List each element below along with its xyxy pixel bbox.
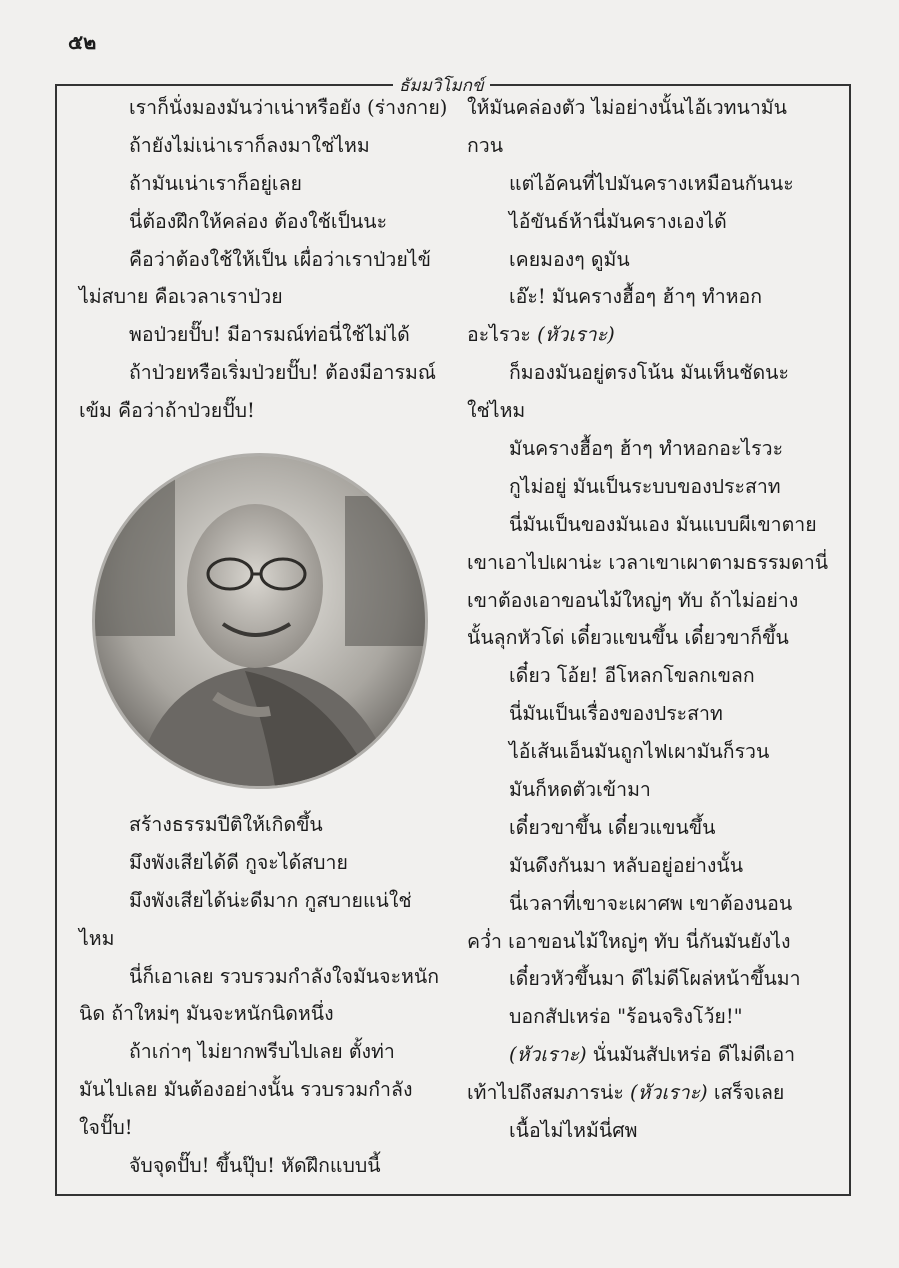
text-line — [79, 165, 441, 203]
text-line — [467, 885, 832, 923]
line-italic-text: (หัวเราะ) — [537, 323, 615, 347]
line-text: นี่มันเป็นของมันเอง มันแบบผีเขาตาย — [509, 512, 817, 536]
line-text: ถ้าป่วยหรือเริ่มป่วยปั๊บ! ต้องมีอารมณ์ — [129, 361, 436, 385]
text-line — [79, 844, 441, 882]
line-text: เข้ม คือว่าถ้าป่วยปั๊บ! — [79, 399, 255, 423]
text-line — [467, 923, 832, 961]
text-line — [467, 430, 832, 468]
text-line — [79, 995, 441, 1033]
text-line — [79, 1033, 441, 1071]
text-line — [79, 920, 441, 958]
line-text: บอกสัปเหร่อ "ร้อนจริงโว้ย!" — [509, 1005, 743, 1029]
text-line — [79, 203, 441, 241]
text-line — [467, 89, 832, 127]
line-text: ถ้ายังไม่เน่าเราก็ลงมาใช่ไหม — [129, 133, 370, 157]
text-line — [467, 203, 832, 241]
line-text: ถ้าเก่าๆ ไม่ยากพรีบไปเลย ตั้งท่า — [129, 1040, 395, 1064]
line-text: จับจุดปั๊บ! ขึ้นปุ๊บ! หัดฝึกแบบนี้ — [129, 1154, 381, 1178]
line-text: เดี๋ยว โอ้ย! อีโหลกโขลกเขลก — [509, 664, 755, 688]
line-text: นี่มันเป็นเรื่องของประสาท — [509, 702, 723, 726]
line-text: คว่ำ เอาขอนไม้ใหญ่ๆ ทับ นี่กันมันยังไง — [467, 929, 791, 953]
text-line — [467, 619, 832, 657]
text-line — [467, 1074, 832, 1112]
text-line — [467, 998, 832, 1036]
line-text: เดี๋ยวขาขึ้น เดี๋ยวแขนขึ้น — [509, 815, 716, 839]
line-text: มันไปเลย มันต้องอย่างนั้น รวบรวมกำลัง — [79, 1078, 413, 1102]
text-line — [79, 1147, 441, 1185]
text-line — [467, 468, 832, 506]
page-frame — [55, 76, 851, 1196]
line-text-after: นั่นมันสัปเหร่อ ดีไม่ดีเอา — [586, 1043, 796, 1067]
line-text: มันก็หดตัวเข้ามา — [509, 778, 651, 802]
text-line — [79, 316, 441, 354]
text-line — [467, 771, 832, 809]
line-text: กวน — [467, 133, 504, 157]
text-line — [467, 392, 832, 430]
line-text-after: เสร็จเลย — [707, 1081, 785, 1105]
line-text: ใจปั๊บ! — [79, 1116, 133, 1140]
text-line — [467, 695, 832, 733]
page-number: ๕๒ — [68, 30, 97, 54]
text-line — [467, 582, 832, 620]
text-line — [467, 165, 832, 203]
line-text: ถ้ามันเน่าเราก็อยู่เลย — [129, 171, 302, 195]
line-italic-text: (หัวเราะ) — [509, 1043, 587, 1067]
text-line — [467, 127, 832, 165]
line-text: คือว่าต้องใช้ให้เป็น เผื่อว่าเราป่วยไข้ — [129, 247, 431, 271]
text-line — [79, 89, 448, 127]
line-text: นี่ต้องฝึกให้คล่อง ต้องใช้เป็นนะ — [129, 209, 388, 233]
text-line — [79, 958, 441, 996]
line-text: ไอ้ขันธ์ห้านี่มันครางเองได้ — [509, 209, 727, 233]
text-line — [79, 278, 441, 316]
line-text: กูไม่อยู่ มันเป็นระบบของประสาท — [509, 474, 781, 498]
line-text: มึงพังเสียได้น่ะดีมาก กูสบายแน่ใช่ — [129, 888, 412, 912]
line-text: มันครางฮื้อๆ ฮ้าๆ ทำหอกอะไรวะ — [509, 437, 784, 461]
text-line — [79, 392, 441, 430]
left-column-bottom — [79, 806, 441, 1185]
line-text: พอป่วยปั๊บ! มีอารมณ์ท่อนี่ใช้ไม่ได้ — [129, 323, 410, 347]
line-text: ไม่สบาย คือเวลาเราป่วย — [79, 285, 283, 309]
text-line — [467, 506, 832, 544]
text-line — [467, 241, 832, 279]
line-text: เอ๊ะ! มันครางฮื้อๆ ฮ้าๆ ทำหอก — [509, 285, 763, 309]
line-text: เนื้อไม่ไหม้นี่ศพ — [509, 1119, 638, 1143]
monk-portrait-image — [95, 456, 425, 786]
text-line — [79, 1071, 441, 1109]
text-line — [79, 806, 441, 844]
line-text: เคยมองๆ ดูมัน — [509, 247, 630, 271]
text-line — [79, 1109, 441, 1147]
text-line — [79, 241, 441, 279]
line-text: อะไรวะ — [467, 323, 538, 347]
text-line — [79, 127, 441, 165]
line-text: เท้าไปถึงสมภารน่ะ — [467, 1081, 631, 1105]
text-line — [467, 1036, 832, 1074]
line-text: เราก็นั่งมองมันว่าเน่าหรือยัง (ร่างกาย) — [129, 96, 448, 119]
text-line — [467, 1112, 832, 1150]
line-text: นี่ก็เอาเลย รวบรวมกำลังใจมันจะหนัก — [129, 964, 440, 988]
text-line — [467, 657, 832, 695]
text-line — [79, 882, 441, 920]
right-column — [467, 89, 832, 1150]
line-text: ใช่ไหม — [467, 399, 526, 423]
line-text: เดี๋ยวหัวขึ้นมา ดีไม่ดีโผล่หน้าขึ้นมา — [509, 967, 801, 991]
line-text: เขาเอาไปเผาน่ะ เวลาเขาเผาตามธรรมดานี่ — [467, 550, 829, 574]
line-text: ไอ้เส้นเอ็นมันถูกไฟเผามันก็รวน — [509, 740, 770, 764]
text-line — [467, 544, 832, 582]
line-text: ให้มันคล่องตัว ไม่อย่างนั้นไอ้เวทนามัน — [467, 96, 787, 119]
text-line — [467, 354, 832, 392]
text-line — [467, 960, 832, 998]
line-text: นิด ถ้าใหม่ๆ มันจะหนักนิดหนึ่ง — [79, 1002, 334, 1026]
line-text: มันดึงกันมา หลับอยู่อย่างนั้น — [509, 853, 744, 877]
text-line — [467, 847, 832, 885]
text-line — [467, 278, 832, 316]
text-line — [79, 354, 441, 392]
left-column-top — [79, 89, 448, 430]
running-header: ธัมมวิโมกข์ — [393, 72, 490, 99]
line-italic-text: (หัวเราะ) — [630, 1081, 708, 1105]
text-line — [467, 733, 832, 771]
text-line — [467, 316, 832, 354]
line-text: มึงพังเสียได้ดี กูจะได้สบาย — [129, 850, 348, 874]
line-text: นี่เวลาที่เขาจะเผาศพ เขาต้องนอน — [509, 891, 793, 915]
line-text: แต่ไอ้คนที่ไปมันครางเหมือนกันนะ — [509, 171, 794, 195]
line-text: เขาต้องเอาขอนไม้ใหญ่ๆ ทับ ถ้าไม่อย่าง — [467, 588, 799, 612]
line-text: นั้นลุกหัวโด่ เดี๋ยวแขนขึ้น เดี๋ยวขาก็ขึ้น — [467, 626, 789, 650]
line-text: ก็มองมันอยู่ตรงโน้น มันเห็นชัดนะ — [509, 361, 789, 385]
text-line — [467, 809, 832, 847]
line-text: ไหม — [79, 926, 115, 950]
monk-portrait — [95, 456, 425, 786]
line-text: สร้างธรรมปีติให้เกิดขึ้น — [129, 813, 323, 836]
